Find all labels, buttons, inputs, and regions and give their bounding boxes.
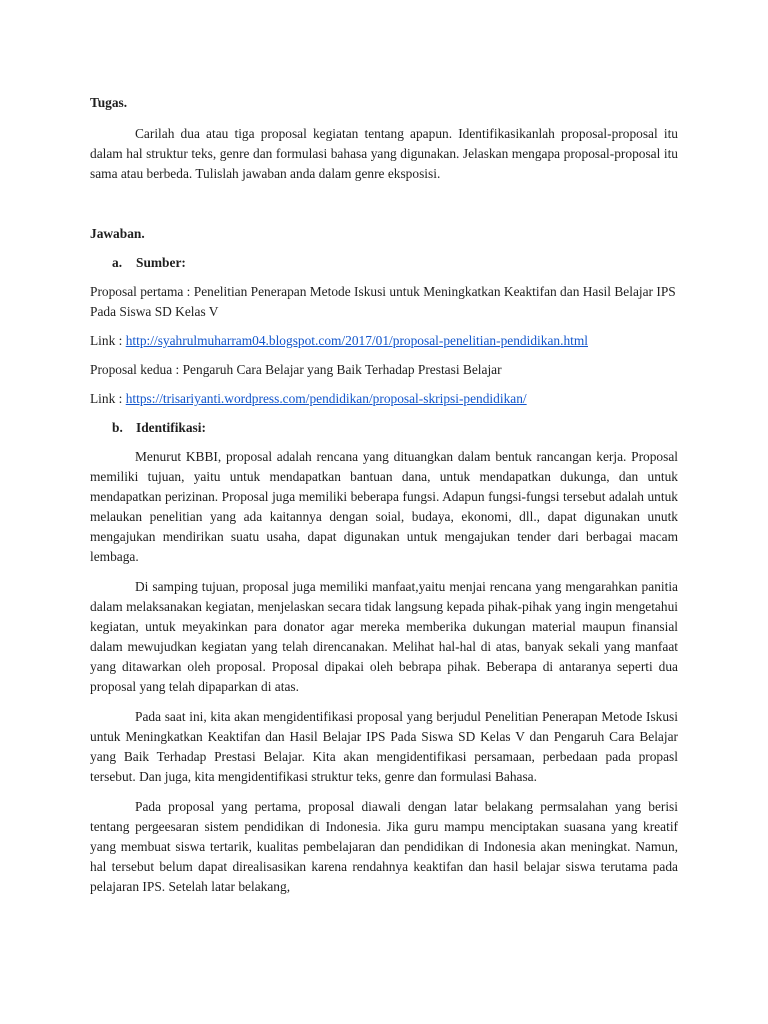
jawaban-heading: Jawaban.: [90, 226, 145, 241]
proposal-2-prefix: Proposal kedua :: [90, 362, 183, 377]
proposal-2-line: [90, 360, 678, 380]
proposal-1-line: [90, 282, 678, 322]
list-marker: a.: [112, 255, 123, 270]
link-2-prefix: Link :: [90, 391, 126, 406]
tugas-body: Carilah dua atau tiga proposal kegiatan tentang apapun. Identifikasikanlah proposal-proposal itu dalam hal struktur teks, genre dan formulasi bahasa yang digunakan. Jelaskan mengapa proposal-proposal itu sama atau berbeda. Tulislah jawaban anda dalam genre eksposisi.: [90, 126, 678, 181]
list-item-sumber: [90, 253, 678, 273]
tugas-heading: Tugas.: [90, 95, 128, 110]
sumber-label: Sumber:: [136, 255, 186, 270]
identifikasi-paragraph: Menurut KBBI, proposal adalah rencana yang dituangkan dalam bentuk rancangan kerja. Proposal memiliki tujuan, yaitu untuk mendapatkan bantuan dana, untuk mendapatkan dukunga, dan untuk mendapatkan perizinan. Proposal juga memiliki beberapa fungsi. Adapun fungsi-fungsi tersebut adalah untuk melaukan penelitian yang ada kaitannya dengan soial, budaya, ekonomi, dll., dapat digunakan unutk mengajukan mendirikan suatu usaha, dapat digunakan untuk mengajukan tender dari berbagai macam lembaga.: [90, 449, 678, 564]
list-marker: b.: [112, 420, 123, 435]
link-1[interactable]: http://syahrulmuharram04.blogspot.com/2017/01/proposal-penelitian-pendidikan.html: [125, 333, 588, 348]
link-2[interactable]: https://trisariyanti.wordpress.com/pendidikan/proposal-skripsi-pendidikan/: [125, 391, 527, 406]
link-1-prefix: Link :: [90, 333, 126, 348]
proposal-1-prefix: Proposal pertama :: [90, 284, 194, 299]
identifikasi-paragraph: Pada proposal yang pertama, proposal diawali dengan latar belakang permsalahan yang berisi tentang pergeesaran sistem pendidikan di Indonesia. Jika guru mampu menciptakan suasana yang kreatif yang membuat siswa tertarik, kualitas pembelajaran dan pendidikan di Indonesia akan meningkat. Namun, hal tersebut belum dapat direalisasikan karena rendahnya keaktifan dan hasil belajar siswa terutama pada pelajaran IPS. Setelah latar belakang,: [90, 799, 678, 894]
list-item-identifikasi: [90, 418, 678, 438]
link-1-line: [90, 331, 678, 351]
identifikasi-paragraph: Pada saat ini, kita akan mengidentifikasi proposal yang berjudul Penelitian Penerapan Metode Iskusi untuk Meningkatkan Keaktifan dan Hasil Belajar IPS Pada Siswa SD Kelas V dan Pengaruh Cara Belajar yang Baik Terhadap Prestasi Belajar. Kita akan mengidentifikasi persamaan, perbedaan pada propasl tersebut. Dan juga, kita mengidentifikasi struktur teks, genre dan formulasi Bahasa.: [90, 709, 678, 784]
link-2-line: [90, 389, 678, 409]
proposal-1-title: Penelitian Penerapan Metode Iskusi untuk Meningkatkan Keaktifan dan Hasil Belajar IPS Pada Siswa SD Kelas V: [90, 284, 676, 319]
identifikasi-paragraph: Di samping tujuan, proposal juga memiliki manfaat,yaitu menjai rencana yang mengarahkan panitia dalam melaksanakan kegiatan, menjelaskan secara tidak langsung kepada pihak-pihak yang ingin mengetahui kegiatan, untuk meyakinkan para donator agar mereka memberika dukungan material maupun finansial dalam mewujudkan kegiatan yang telah direncanakan. Melihat hal-hal di atas, banyak sekali yang manfaat yang ditawarkan oleh proposal. Proposal dipakai oleh bebrapa pihak. Beberapa di antaranya seperti dua proposal yang telah dipaparkan di atas.: [90, 579, 678, 694]
identifikasi-label: Identifikasi:: [136, 420, 206, 435]
proposal-2-title: Pengaruh Cara Belajar yang Baik Terhadap Prestasi Belajar: [182, 362, 502, 377]
